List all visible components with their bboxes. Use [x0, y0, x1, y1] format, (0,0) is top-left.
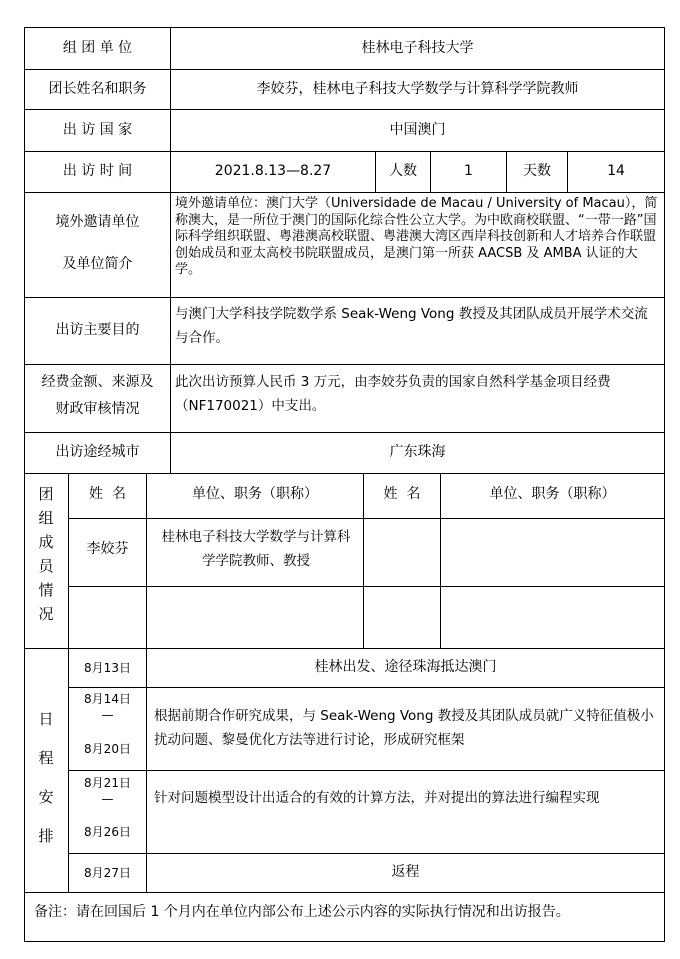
- row-divider: [24, 192, 665, 193]
- schedule-date-end: 8月26日: [84, 825, 131, 839]
- cities-value: 广东珠海: [389, 444, 446, 460]
- member-unit-header: 单位、职务（职称）: [192, 486, 318, 502]
- people-value: 1: [464, 163, 473, 179]
- row-divider: [68, 586, 665, 587]
- schedule-text: 针对问题模型设计出适合的有效的计算方法，并对提出的算法进行编程实现: [154, 790, 600, 806]
- funding-label-line2: 财政审核情况: [55, 401, 140, 417]
- row-divider: [24, 151, 665, 152]
- leader-value: 李姣芬，桂林电子科技大学数学与计算科学学院教师: [256, 81, 579, 97]
- row-divider: [24, 364, 665, 365]
- member-unit: 桂林电子科技大学数学与计算科学学院教师、教授: [161, 529, 351, 569]
- row-divider: [68, 853, 665, 854]
- inviter-label-line1: 境外邀请单位: [55, 214, 140, 230]
- schedule-side-label: 日程安排: [38, 710, 54, 845]
- schedule-date-start: 8月14日: [84, 692, 131, 706]
- cities-label: 出访途经城市: [55, 444, 140, 460]
- leader-label: 团长姓名和职务: [48, 81, 147, 97]
- row-divider: [24, 297, 665, 298]
- schedule-date: 8月27日: [84, 866, 131, 880]
- schedule-date-sep: —: [101, 708, 114, 722]
- schedule-date-sep: —: [101, 792, 114, 806]
- funding-text: 此次出访预算人民币 3 万元，由李姣芬负责的国家自然科学基金项目经费（NF170021）中支出。: [175, 374, 611, 414]
- days-value: 14: [607, 163, 625, 179]
- row-divider: [24, 109, 665, 110]
- schedule-text: 返程: [391, 864, 420, 880]
- member-name: 李姣芬: [86, 541, 129, 557]
- table-border-right: [664, 27, 665, 942]
- members-side-label: 团组成员情况: [38, 485, 54, 623]
- schedule-text: 根据前期合作研究成果，与 Seak-Weng Vong 教授及其团队成员就广义特征值极小扰动问题、黎曼优化方法等进行讨论，形成研究框架: [154, 708, 654, 748]
- member-name-header-2: 姓 名: [383, 486, 421, 502]
- org-label: 组 团 单 位: [62, 40, 133, 56]
- row-divider: [68, 687, 665, 688]
- row-divider: [24, 473, 665, 474]
- note: 备注：请在回国后 1 个月内在单位内部公布上述公示内容的实际执行情况和出访报告。: [34, 904, 570, 920]
- member-unit-header-2: 单位、职务（职称）: [489, 486, 616, 502]
- org-value: 桂林电子科技大学: [361, 40, 474, 56]
- row-divider: [24, 892, 665, 893]
- inviter-text: 境外邀请单位：澳门大学（Universidade de Macau / University of Macau），简称澳大，是一所位于澳门的国际化综合性公立大学。为中欧商校联盟、“一带一路”国际科学组织联盟、粤港澳高校联盟、粤港澳大湾区西岸科技创新和人才培养合作联盟创始成员和亚太高校书院联盟成员，是澳门第一所获 AACSB 及 AMBA 认证的大学。: [175, 196, 658, 277]
- schedule-text: 桂林出发、途径珠海抵达澳门: [314, 659, 497, 675]
- purpose-text: 与澳门大学科技学院数学系 Seak-Weng Vong 教授及其团队成员开展学术交流与合作。: [175, 306, 648, 346]
- country-value: 中国澳门: [389, 122, 446, 138]
- time-value: 2021.8.13—8.27: [214, 163, 332, 179]
- col-divider: [146, 473, 147, 893]
- row-divider: [68, 770, 665, 771]
- schedule-date-start: 8月21日: [84, 776, 131, 790]
- table-border-bottom: [24, 941, 665, 942]
- row-divider: [24, 648, 665, 649]
- member-name-header: 姓 名: [89, 486, 126, 502]
- inviter-label-line2: 及单位简介: [62, 256, 133, 272]
- purpose-label: 出访主要目的: [55, 322, 140, 338]
- funding-label-line1: 经费金额、来源及: [41, 374, 154, 390]
- row-divider: [68, 518, 665, 519]
- schedule-date-end: 8月20日: [84, 742, 131, 756]
- days-label: 天数: [523, 163, 551, 179]
- country-label: 出 访 国 家: [62, 122, 133, 138]
- table-border-top: [24, 27, 665, 28]
- row-divider: [24, 69, 665, 70]
- row-divider: [24, 432, 665, 433]
- time-label: 出 访 时 间: [62, 163, 133, 179]
- people-label: 人数: [389, 163, 417, 179]
- schedule-date: 8月13日: [84, 661, 131, 675]
